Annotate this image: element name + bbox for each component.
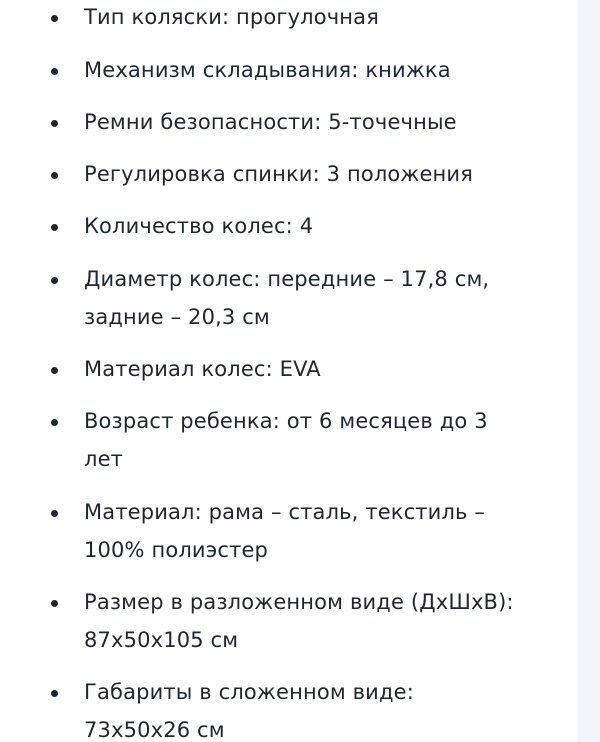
spec-text: Тип коляски: прогулочная [84,5,379,29]
spec-text: Механизм складывания: книжка [84,58,451,82]
bullet-icon [51,172,58,179]
bullet-icon [51,277,58,284]
bullet-icon [51,15,58,22]
spec-text: Материал колес: EVA [84,357,321,381]
bullet-icon [51,68,58,75]
spec-text: Диаметр колес: передние – 17,8 см, задние – 20,3 см [84,267,490,329]
bullet-icon [51,510,58,517]
bullet-icon [51,224,58,231]
bullet-icon [51,600,58,607]
bullet-icon [51,690,58,697]
page-margin [578,0,600,742]
bullet-icon [51,367,58,374]
spec-text: Материал: рама – сталь, текстиль – 100% полиэстер [84,500,486,562]
spec-text: Регулировка спинки: 3 положения [84,162,474,186]
bullet-icon [51,120,58,127]
spec-text: Габариты в сложенном виде: 73х50х26 см [84,680,414,742]
spec-text: Ремни безопасности: 5-точечные [84,110,457,134]
spec-text: Возраст ребенка: от 6 месяцев до 3 лет [84,409,488,471]
spec-text: Размер в разложенном виде (ДхШхВ): 87х50х105 см [84,590,514,652]
spec-text: Количество колес: 4 [84,214,314,238]
bullet-icon [51,419,58,426]
